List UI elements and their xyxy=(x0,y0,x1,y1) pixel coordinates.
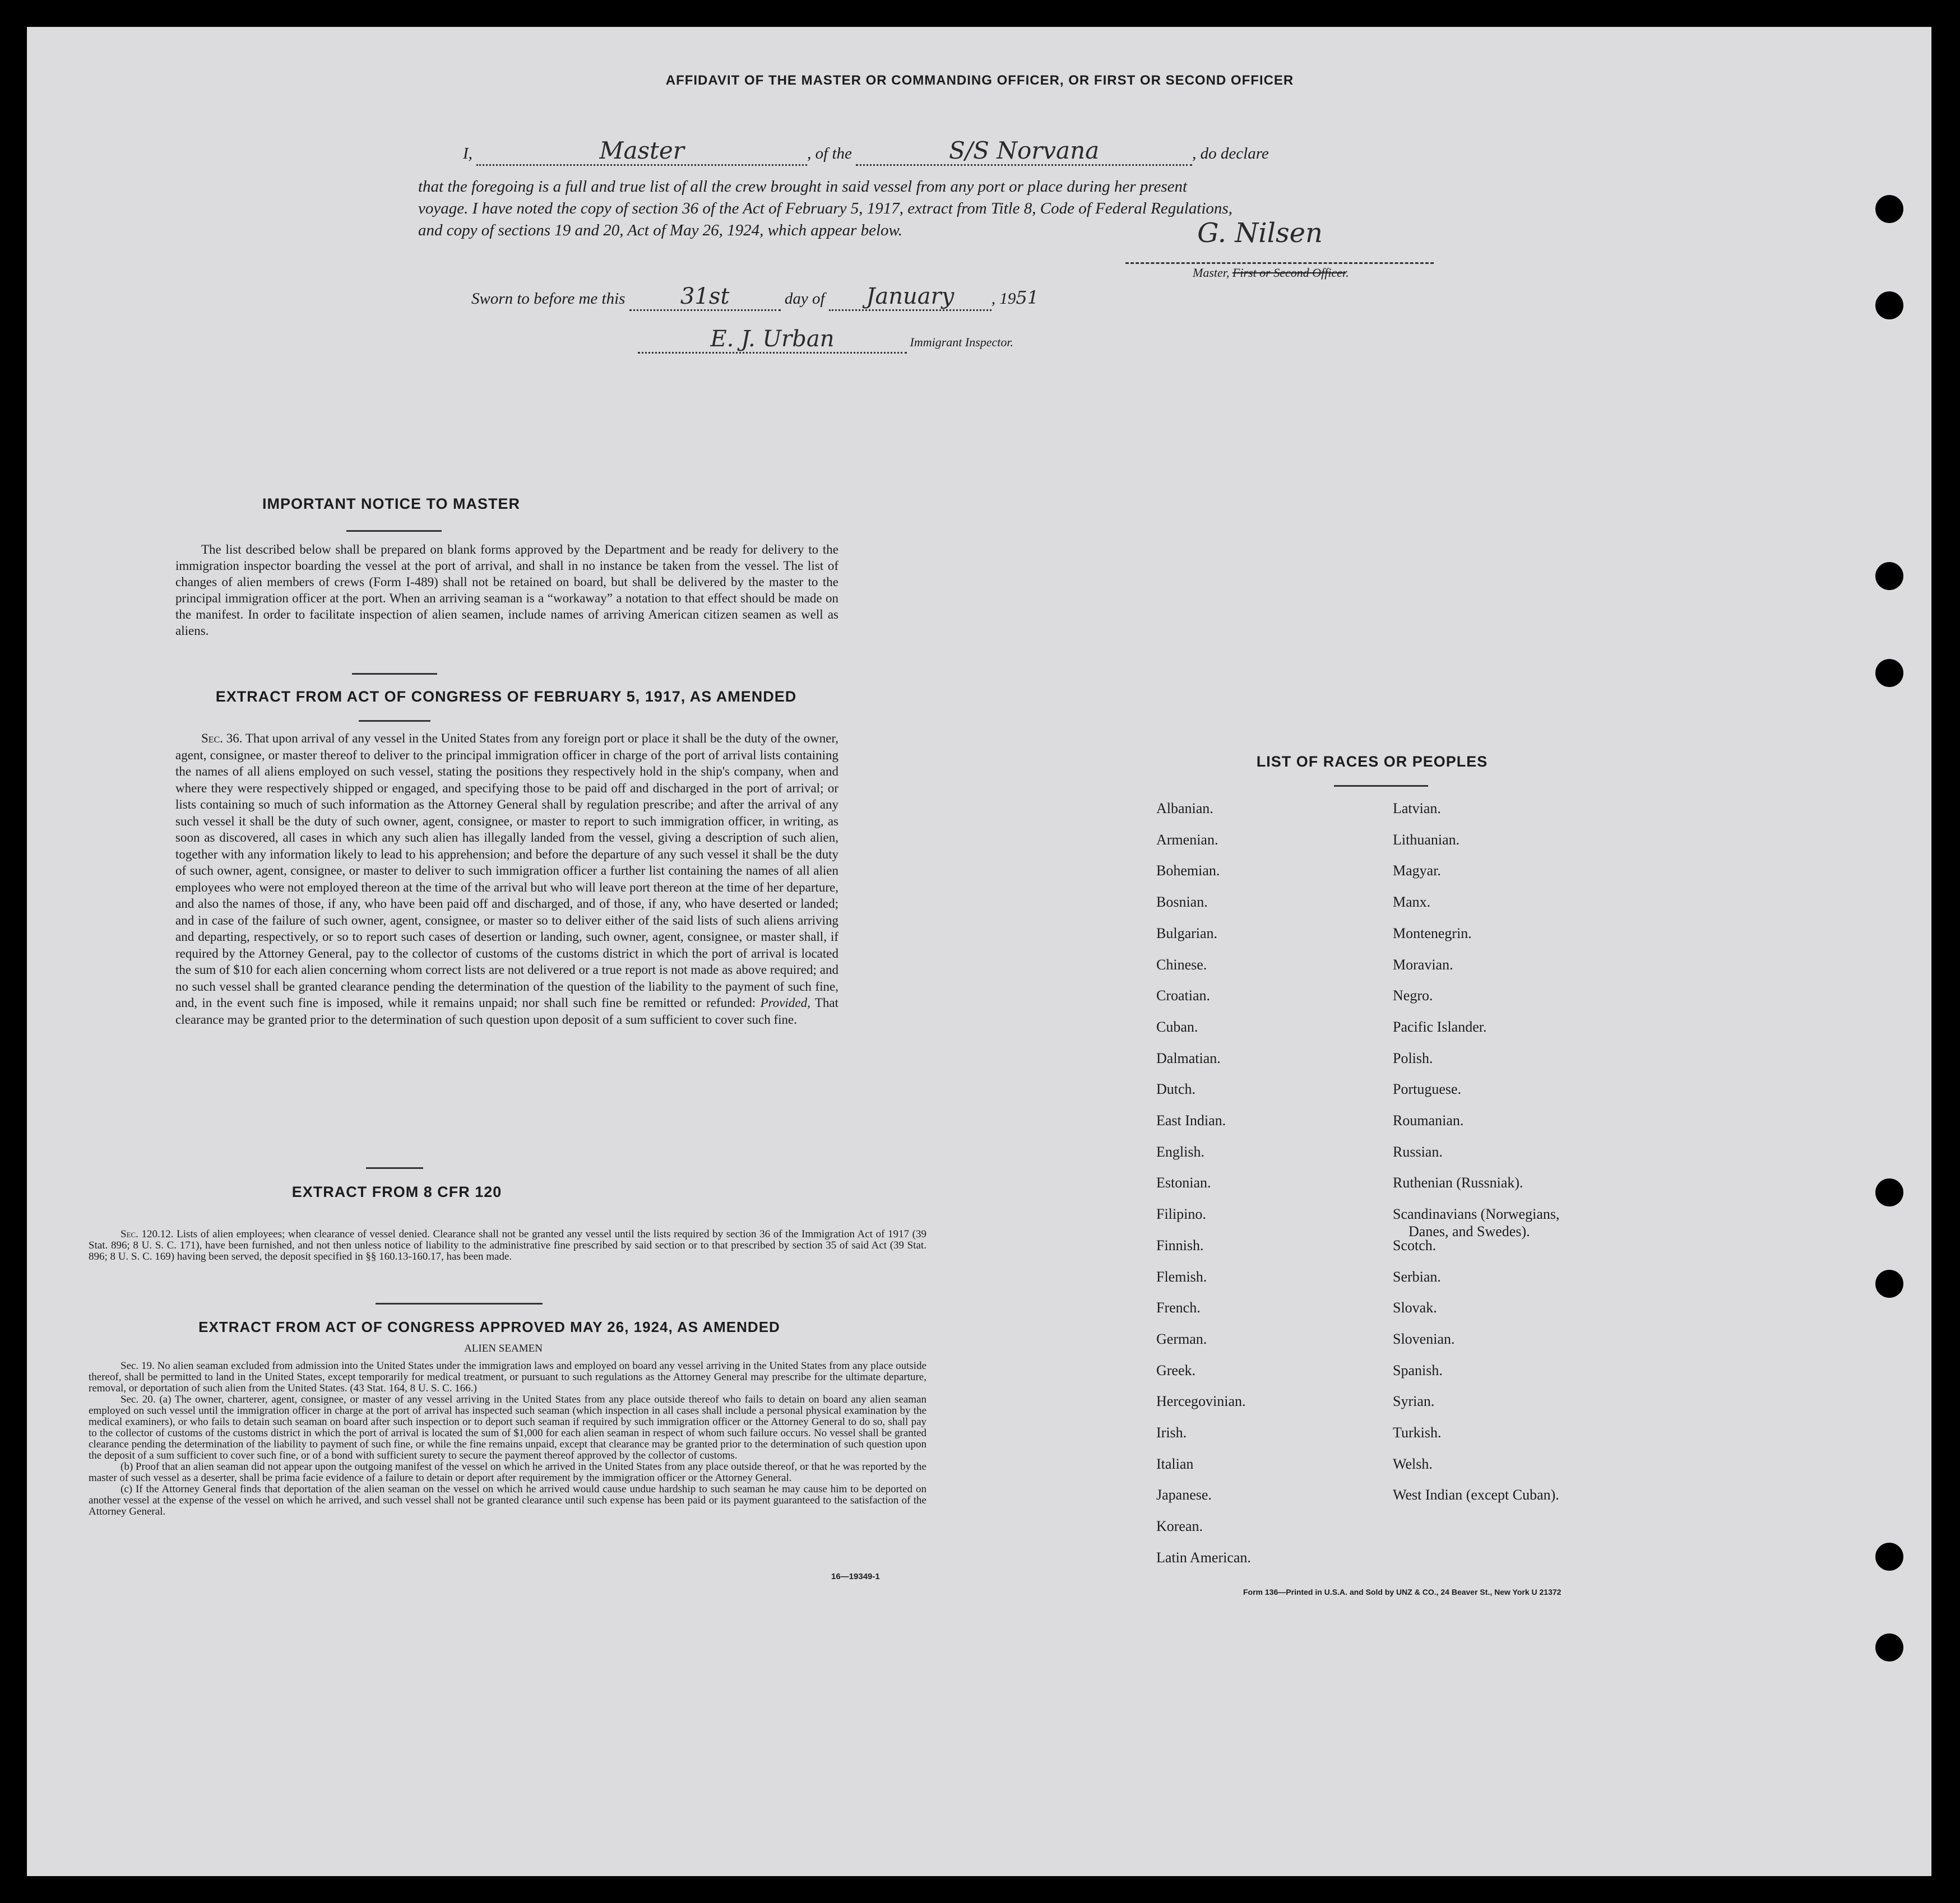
sec-36-label: Sec. 36. xyxy=(201,731,243,745)
affidavit-body-line: voyage. I have noted the copy of section 36 of the Act of February 5, 1917, extract from Title 8, Code of Federal Regulations, xyxy=(418,199,1232,217)
year-prefix: , 19 xyxy=(991,290,1016,308)
race-item: Italian xyxy=(1156,1455,1194,1472)
race-item: Armenian. xyxy=(1156,831,1218,848)
race-item: Bohemian. xyxy=(1156,862,1220,879)
race-item: Slovak. xyxy=(1393,1299,1437,1316)
extract-1917-text xyxy=(175,730,838,1028)
affidavit-declaration-line xyxy=(463,137,1500,166)
race-item: Japanese. xyxy=(1156,1487,1212,1503)
race-item: Dutch. xyxy=(1156,1081,1196,1098)
sworn-label: Sworn to before me this xyxy=(471,290,625,308)
notice-text: The list described below shall be prepared on blank forms approved by the Department and be ready for delivery to the immigration inspector boarding the vessel at the port of arrival, and shall in no instance be taken from the vessel. The list of changes of alien members of crews (Form I-489) shall not be retained on board, but shall be delivered by the master to the principal immigration officer at the port. When an arriving seaman is a “workaway” a notation to that effect should be made on the manifest. In order to facilitate inspection of alien seamen, include names of arriving American citizen seamen as well as aliens. xyxy=(175,542,838,638)
divider xyxy=(1334,785,1428,787)
master-signature: G. Nilsen xyxy=(1197,217,1323,249)
race-item: Dalmatian. xyxy=(1156,1050,1221,1066)
race-item: Montenegrin. xyxy=(1393,925,1472,941)
sworn-line xyxy=(471,284,1039,311)
race-item: Albanian. xyxy=(1156,800,1213,816)
race-item: Scandinavians (Norwegians, xyxy=(1393,1206,1560,1223)
sec-20-label: Sec. 20. xyxy=(121,1394,156,1405)
proviso-body: That clearance may be granted prior to the determination of such question upon deposit of a sum sufficient to cover such fine. xyxy=(175,996,838,1027)
race-item: Pacific Islander. xyxy=(1393,1018,1487,1035)
race-item: Scotch. xyxy=(1393,1237,1437,1254)
race-item: Lithuanian. xyxy=(1393,831,1460,848)
race-item: Latvian. xyxy=(1393,800,1441,816)
race-item: Croatian. xyxy=(1156,987,1211,1004)
race-item: Ruthenian (Russniak). xyxy=(1393,1175,1523,1191)
divider xyxy=(359,720,430,722)
sec-20c-paragraph: (c) If the Attorney General finds that deportation of the alien seaman on the vessel on which he arrived would cause undue hardship to such seaman he may cause him to be deported on another vessel at the expense of the vessel on which he arrived, and such vessel shall not be granted clearance until such expense has been paid or its payment guaranteed to the satisfaction of the Attorney General. xyxy=(89,1483,926,1517)
race-item: Welsh. xyxy=(1393,1455,1433,1472)
race-item: Syrian. xyxy=(1393,1393,1435,1410)
divider xyxy=(346,530,442,532)
race-item: Chinese. xyxy=(1156,956,1207,973)
race-item: French. xyxy=(1156,1299,1201,1316)
race-item: West Indian (except Cuban). xyxy=(1393,1487,1559,1503)
race-item: Hercegovinian. xyxy=(1156,1393,1246,1410)
of-the-label: , of the xyxy=(807,145,852,163)
punch-hole xyxy=(1875,562,1903,590)
punch-hole xyxy=(1875,1633,1903,1661)
sec-120-body: Lists of alien employees; when clearance of vessel denied. Clearance shall not be granted any vessel until the lists required by section 36 of the Immigration Act of 1917 (39 Stat. 896; 8 U. S. C. 171), have been furnished, and not then unless notice of liability to the administrative fine prescribed by said section or to that prescribed by section 35 of said Act (39 Stat. 896; 8 U. S. C. 169) having been served, the deposit specified in §§ 160.13-160.17, has been made. xyxy=(89,1228,926,1263)
extract-1924-heading: EXTRACT FROM ACT OF CONGRESS APPROVED MAY 26, 1924, AS AMENDED xyxy=(198,1319,780,1335)
inspector-signature-field[interactable]: E. J. Urban xyxy=(638,326,907,354)
race-item: Moravian. xyxy=(1393,956,1453,973)
race-item: Portuguese. xyxy=(1393,1081,1462,1098)
sworn-month-field[interactable]: January xyxy=(829,284,991,311)
sec-20-body: (a) The owner, charterer, agent, consignee, or master of any vessel arriving in the United States from any place outside thereof who fails to detain on board any alien seaman employed on such vessel until the immigration officer in charge at the port of arrival has inspected such seaman (which inspection in all cases shall include a personal physical examination by the medical examiners), or who fails to detain such seaman on board after such inspection or to deport such seaman if required by such immigration officer or the Attorney General to do so, shall pay to the collector of customs of the customs district in which the port of arrival is located the sum of $1,000 for each alien seaman in respect of whom such failure occurs. No vessel shall be granted clearance pending the determination of the liability to payment of such fine, or while the fine remains unpaid, except that clearance may be granted prior to the determination of such question upon the deposit of a sum sufficient to cover such fine, or of a bond with sufficient surety to secure the payment thereof approved by the collector of customs. xyxy=(89,1394,927,1461)
signature-line xyxy=(1125,262,1434,264)
race-item: Turkish. xyxy=(1393,1424,1442,1441)
race-item: Negro. xyxy=(1393,987,1433,1004)
caption-struck-officer: First or Second Officer xyxy=(1232,266,1346,280)
races-heading: LIST OF RACES OR PEOPLES xyxy=(1256,753,1488,770)
races-right-column xyxy=(1393,800,1673,1613)
inspector-caption: Immigrant Inspector. xyxy=(910,335,1014,349)
race-item: Manx. xyxy=(1393,894,1431,911)
printer-note: Form 136—Printed in U.S.A. and Sold by UNZ & CO., 24 Beaver St., New York U 21372 xyxy=(1243,1588,1561,1596)
affidavit-title: AFFIDAVIT OF THE MASTER OR COMMANDING OFFICER, OR FIRST OR SECOND OFFICER xyxy=(665,73,1294,88)
extract-cfr-heading: EXTRACT FROM 8 CFR 120 xyxy=(291,1183,502,1200)
affidavit-body-line: that the foregoing is a full and true list of all the crew brought in said vessel from any port or place during her present xyxy=(418,178,1188,196)
race-item: Polish. xyxy=(1393,1050,1433,1066)
punch-hole xyxy=(1875,659,1903,687)
alien-seamen-subheading: ALIEN SEAMEN xyxy=(464,1343,543,1354)
race-item: Spanish. xyxy=(1393,1362,1443,1378)
race-item: Bulgarian. xyxy=(1156,925,1218,941)
race-item: Flemish. xyxy=(1156,1268,1207,1285)
do-declare-label: , do declare xyxy=(1192,145,1269,163)
sec-20-paragraph xyxy=(89,1394,926,1461)
sec-20b-paragraph: (b) Proof that an alien seaman did not appear upon the outgoing manifest of the vessel on which he arrived in the United States from any place outside thereof, or that he was reported by the master of such vessel as a deserter, shall be prima facie evidence of a failure to detain or deport after requirement by the immigration officer or the Attorney General. xyxy=(89,1461,926,1484)
race-item: Filipino. xyxy=(1156,1206,1206,1223)
punch-hole xyxy=(1875,1543,1903,1571)
day-of-label: day of xyxy=(784,290,825,308)
sec-36-body: That upon arrival of any vessel in the United States from any foreign port or place it shall be the duty of the owner, agent, consignee, or master thereof to deliver to the principal immigration officer in charge of the port of arrival lists containing the names of all aliens employed on such vessel, stating the positions they respectively hold in the ship's company, when and where they were respectively shipped or engaged, and specifying those to be paid off and discharged in the port of arrival; or lists containing so much of such information as the Attorney General shall by regulation prescribe; and after the arrival of any such vessel it shall be the duty of such owner, agent, consignee, or master to report to such immigration officer, in writing, as soon as discovered, all cases in which any such alien has illegally landed from the vessel, giving a description of such alien, together with any information likely to lead to his apprehension; and before the departure of any such vessel it shall be the duty of such owner, agent, consignee, or master to deliver to such immigration officer a further list containing the names of all alien employees who were not employed thereon at the time of the arrival but who will leave port thereon at the time of her departure, and also the names of those, if any, who have been paid off and discharged, and of those, if any, who have deserted or landed; and in case of the failure of such owner, agent, consignee, or master so to deliver either of the said lists of such aliens arriving and departing, respectively, or so to report such cases of desertion or landing, such owner, agent, consignee, or master shall, if required by the Attorney General, pay to the collector of customs of the customs district in which the port of arrival is located the sum of $10 for each alien concerning whom correct lists are not delivered or a true report is not made as above required; and no such vessel shall be granted clearance pending the determination of the question of the liability to the payment of such fine, and, in the event such fine is imposed, while it remains unpaid; nor shall such fine be remitted or refunded: xyxy=(175,731,838,1010)
signature-caption xyxy=(1193,266,1349,280)
race-item: Russian. xyxy=(1393,1143,1443,1160)
punch-hole xyxy=(1875,195,1903,223)
i-label: I, xyxy=(463,145,472,163)
caption-master: Master, xyxy=(1193,266,1230,280)
sec-120-label: Sec. 120.12. xyxy=(121,1228,174,1240)
punch-hole xyxy=(1875,1178,1903,1206)
race-item: Cuban. xyxy=(1156,1018,1198,1035)
race-item: Finnish. xyxy=(1156,1237,1204,1254)
divider xyxy=(366,1167,423,1169)
provided-label: Provided, xyxy=(760,996,810,1010)
race-item: Estonian. xyxy=(1156,1175,1211,1191)
race-item: Greek. xyxy=(1156,1362,1196,1378)
race-item: German. xyxy=(1156,1330,1207,1347)
sworn-year-field[interactable]: 51 xyxy=(1016,287,1039,308)
race-item: Danes, and Swedes). xyxy=(1408,1223,1530,1240)
divider xyxy=(352,673,437,675)
caption-period: . xyxy=(1346,266,1349,280)
race-item: Serbian. xyxy=(1393,1268,1441,1285)
signer-title-field[interactable]: Master xyxy=(476,137,807,166)
document-page xyxy=(27,27,1931,1876)
affidavit-body-line: and copy of sections 19 and 20, Act of May 26, 1924, which appear below. xyxy=(418,221,902,239)
extract-cfr-text xyxy=(89,1229,926,1263)
punch-hole xyxy=(1875,291,1903,319)
race-item: Slovenian. xyxy=(1393,1330,1455,1347)
race-item: East Indian. xyxy=(1156,1112,1226,1129)
notice-heading: IMPORTANT NOTICE TO MASTER xyxy=(262,495,520,512)
race-item: Latin American. xyxy=(1156,1549,1251,1566)
divider xyxy=(376,1303,543,1305)
sec-19-label: Sec. 19. xyxy=(121,1360,155,1372)
sec-19-body: No alien seaman excluded from admission into the United States under the immigration laws and employed on board any vessel arriving in the United States from any place outside thereof, shall be permitted to land in the United States, except temporarily for medical treatment, or pursuant to such regulations as the Attorney General may prescribe for the ultimate departure, removal, or deportation of such alien from the United States. (43 Stat. 164, 8 U. S. C. 166.) xyxy=(89,1360,926,1394)
punch-hole xyxy=(1875,1270,1903,1298)
races-left-column xyxy=(1156,800,1369,1613)
sworn-day-field[interactable]: 31st xyxy=(629,284,781,311)
race-item: Korean. xyxy=(1156,1518,1203,1535)
race-item: Irish. xyxy=(1156,1424,1187,1441)
inspector-line xyxy=(638,326,1013,354)
form-code: 16—19349-1 xyxy=(831,1572,880,1581)
extract-1917-heading: EXTRACT FROM ACT OF CONGRESS OF FEBRUARY 5, 1917, AS AMENDED xyxy=(215,688,797,705)
vessel-name-field[interactable]: S/S Norvana xyxy=(856,137,1192,166)
race-item: Bosnian. xyxy=(1156,894,1208,911)
race-item: Magyar. xyxy=(1393,862,1441,879)
race-item: Roumanian. xyxy=(1393,1112,1464,1129)
extract-1924-text xyxy=(89,1361,926,1517)
sec-19-paragraph xyxy=(89,1361,926,1394)
race-item: English. xyxy=(1156,1143,1204,1160)
